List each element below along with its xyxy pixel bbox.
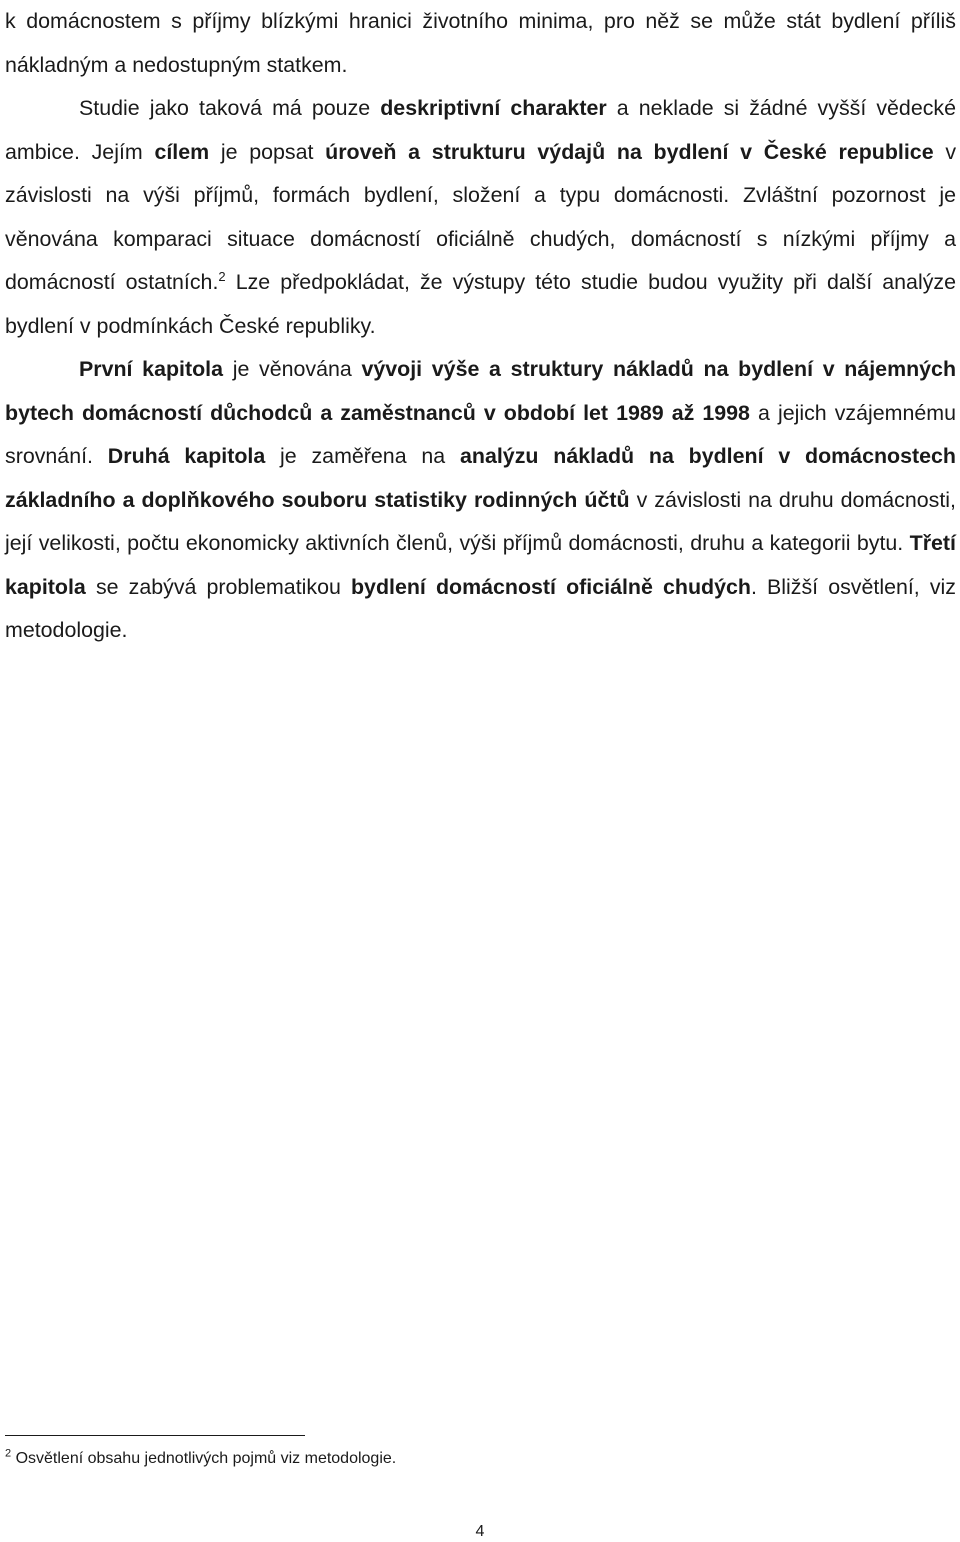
page-number: 4 [475, 1523, 485, 1540]
text-run: Studie jako taková má pouze [79, 96, 381, 120]
text-run: je zaměřena na [265, 444, 460, 468]
paragraph-1-text: k domácnostem s příjmy blízkými hranici životního minima, pro něž se může stát bydlení příliš nákladným a nedostupným statkem. [5, 9, 956, 77]
bold-run: deskriptivní charakter [380, 96, 607, 120]
bold-run: analýzu nákladů na bydlení v domácnostech základního a doplňkového souboru statistiky rodinných účtů [5, 444, 956, 512]
bold-run: Druhá kapitola [107, 444, 266, 468]
footnote-mark: 2 [5, 1447, 12, 1460]
text-run: se zabývá problematikou [85, 574, 351, 599]
bold-run: Třetí kapitola [5, 531, 956, 599]
footnote [5, 1448, 396, 1470]
footnote-text: Osvětlení obsahu jednotlivých pojmů viz metodologie. [11, 1450, 397, 1467]
paragraph-1 [5, 0, 956, 87]
text-run: Lze předpokládat, že výstupy této studie budou využity při další analýze bydlení v podmínkách České republiky. [5, 270, 956, 338]
text-run: je věnována [223, 357, 362, 381]
bold-run: První kapitola [79, 357, 224, 381]
footnote-divider [5, 1435, 305, 1436]
text-run: . Bližší osvětlení, viz metodologie. [5, 574, 956, 642]
text-run: a jejich vzájemnému srovnání. [5, 400, 956, 468]
bold-run: cílem [154, 139, 210, 164]
bold-run: vývoji výše a struktury nákladů na bydlení v nájemných bytech domácností důchodců a zaměstnanců v období let 1989 až 1998 [5, 357, 957, 425]
text-run: je popsat [209, 139, 326, 164]
paragraph-2 [5, 87, 956, 348]
text-run: a neklade si žádné vyšší vědecké ambice. Jejím [5, 96, 957, 164]
body-text [5, 0, 956, 653]
bold-run: úroveň a strukturu výdajů na bydlení v České republice [325, 139, 934, 164]
bold-run: bydlení domácností oficiálně chudých [350, 574, 751, 599]
text-run: v závislosti na druhu domácnosti, její velikosti, počtu ekonomicky aktivních členů, výši příjmů domácnosti, druhu a kategorii bytu. [5, 487, 956, 555]
footnote-reference: 2 [218, 268, 226, 284]
text-run: v závislosti na výši příjmů, formách bydlení, složení a typu domácnosti. Zvláštní pozornost je věnována komparaci situace domácností oficiálně chudých, domácností s nízkými příjmy a domácností ostatních. [5, 139, 957, 294]
paragraph-3 [5, 348, 956, 653]
